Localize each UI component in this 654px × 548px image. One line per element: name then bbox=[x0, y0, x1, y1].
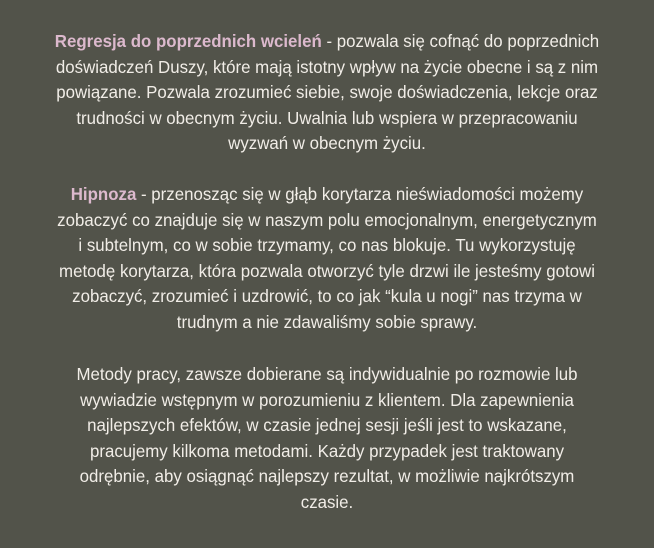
text-line: wywiadzie wstępnym w porozumieniu z klientem. Dla zapewnienia bbox=[80, 389, 574, 410]
regression-paragraph bbox=[0, 29, 654, 157]
text-line: trudności w obecnym życiu. Uwalnia lub wspiera w przepracowaniu bbox=[76, 107, 578, 128]
text-line: trudnym a nie zdawaliśmy sobie sprawy. bbox=[176, 311, 478, 332]
regression-heading: Regresja do poprzednich wcieleń bbox=[54, 31, 322, 51]
text-line: najlepszych efektów, w czasie jednej sesji jeśli jest to wskazane, bbox=[87, 415, 567, 436]
text-line: i subtelnym, co w sobie trzymamy, co nas blokuje. Tu wykorzystuję bbox=[78, 235, 576, 256]
text-line: zobaczyć co znajduje się w naszym polu emocjonalnym, energetycznym bbox=[57, 209, 597, 230]
text-line-part: - pozwala się cofnąć do poprzednich bbox=[321, 31, 600, 51]
text-line: zobaczyć, zrozumieć i uzdrowić, to co jak “kula u nogi” nas trzyma w bbox=[72, 286, 582, 307]
text-line-part: - przenosząc się w głąb korytarza nieświadomości możemy bbox=[136, 184, 584, 204]
text-line bbox=[12, 29, 642, 55]
text-line: Metody pracy, zawsze dobierane są indywidualnie po rozmowie lub bbox=[76, 364, 578, 384]
text-line: powiązane. Pozwala zrozumieć siebie, swoje doświadczenia, lekcje oraz bbox=[56, 82, 598, 103]
text-line: metodę korytarza, która pozwala otworzyć tyle drzwi ile jesteśmy gotowi bbox=[59, 260, 595, 281]
hypnosis-heading: Hipnoza bbox=[70, 184, 137, 204]
text-line bbox=[12, 182, 642, 208]
text-line: czasie. bbox=[300, 491, 354, 512]
text-line: doświadczeń Duszy, które mają istotny wpływ na życie obecne i są z nim bbox=[55, 56, 599, 77]
text-line: odrębnie, aby osiągnąć najlepszy rezultat, w możliwie najkrótszym bbox=[79, 466, 575, 487]
hypnosis-paragraph bbox=[0, 182, 654, 336]
methods-paragraph bbox=[0, 362, 654, 516]
text-line: pracujemy kilkoma metodami. Każdy przypadek jest traktowany bbox=[89, 440, 565, 461]
text-line: wyzwań w obecnym życiu. bbox=[228, 133, 426, 154]
